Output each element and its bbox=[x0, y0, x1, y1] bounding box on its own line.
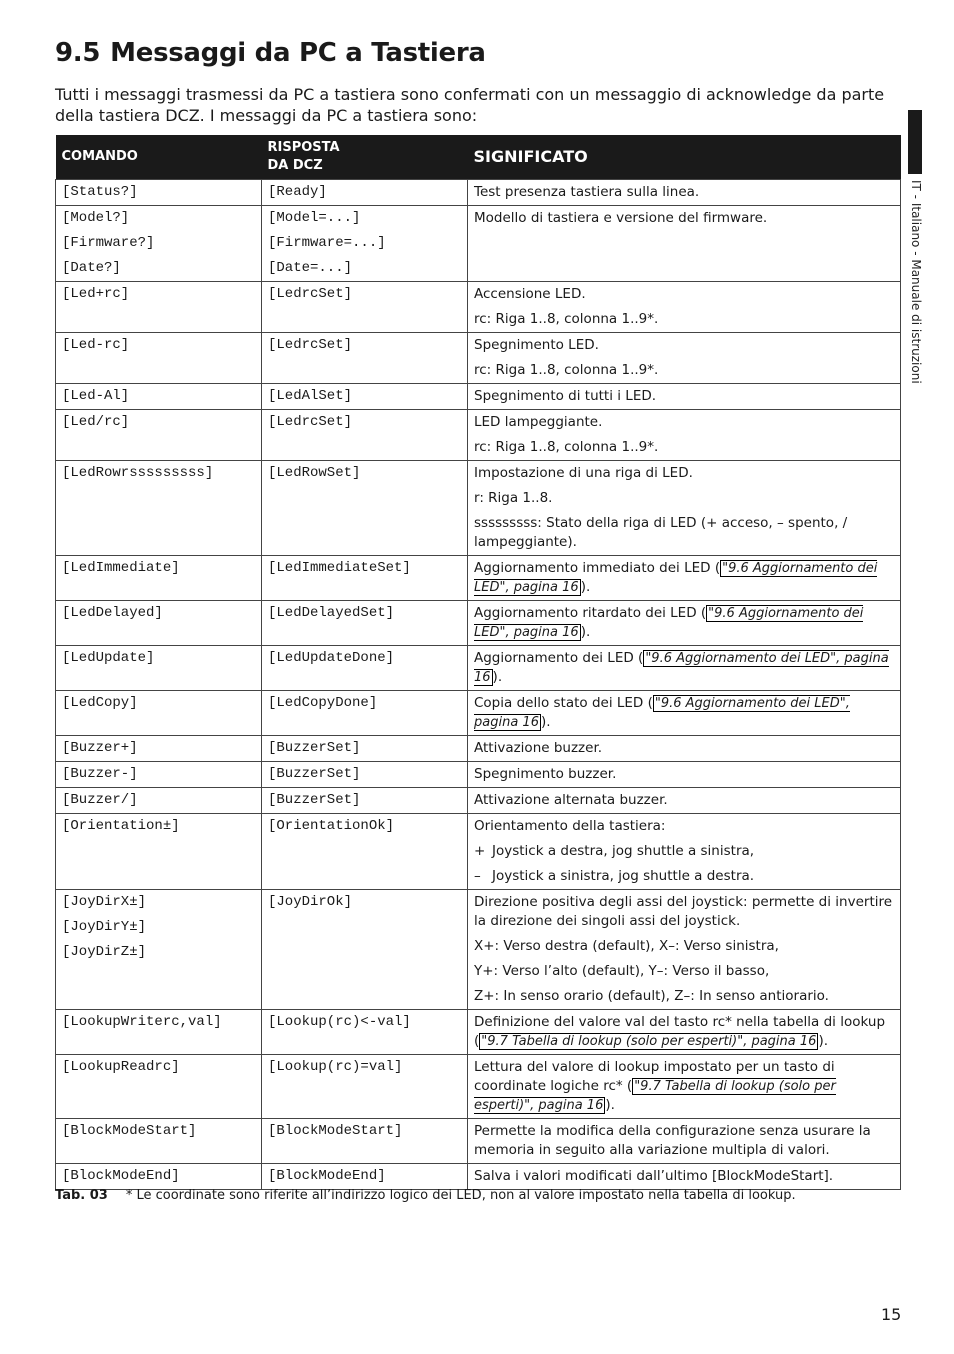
response-cell bbox=[262, 461, 468, 556]
command-cell bbox=[56, 788, 262, 814]
meaning-cell bbox=[468, 646, 901, 691]
command-text: [LedImmediate] bbox=[62, 560, 180, 576]
command-text: [Led-rc] bbox=[62, 337, 130, 353]
meaning-text: Aggiornamento dei LED ( "9.6 Aggiornamento dei LED", pagina 16 ). bbox=[474, 650, 889, 685]
caption-label: Tab. 03 bbox=[55, 1188, 108, 1203]
response-text: [LedRowSet] bbox=[268, 465, 361, 481]
cross-reference-link[interactable]: "9.6 Aggiornamento dei LED", pagina 16 bbox=[474, 561, 878, 595]
meaning-cell bbox=[468, 788, 901, 814]
command-cell bbox=[56, 1010, 262, 1055]
caption-text: * Le coordinate sono riferite all’indirizzo logico dei LED, non al valore impostato nella tabella di lookup. bbox=[125, 1188, 796, 1203]
command-text: [JoyDirZ±] bbox=[62, 944, 147, 960]
response-cell bbox=[262, 691, 468, 736]
command-cell bbox=[56, 461, 262, 556]
meaning-text: rc: Riga 1..8, colonna 1..9*. bbox=[474, 311, 659, 327]
command-text: [Led-Al] bbox=[62, 388, 130, 404]
response-cell bbox=[262, 1010, 468, 1055]
table-caption bbox=[55, 1188, 796, 1203]
command-cell bbox=[56, 282, 262, 333]
meaning-text: sssssssss: Stato della riga di LED (+ acceso, – spento, / lampeggiante). bbox=[474, 515, 848, 550]
meaning-cell bbox=[468, 814, 901, 890]
response-text: [LedDelayedSet] bbox=[268, 605, 395, 621]
command-cell bbox=[56, 556, 262, 601]
table-row bbox=[56, 646, 901, 691]
meaning-cell bbox=[468, 461, 901, 556]
table-row bbox=[56, 282, 901, 333]
response-text: [Date=...] bbox=[268, 260, 353, 276]
command-cell bbox=[56, 180, 262, 206]
response-cell bbox=[262, 646, 468, 691]
meaning-cell bbox=[468, 180, 901, 206]
meaning-text: Spegnimento di tutti i LED. bbox=[474, 388, 657, 404]
response-cell bbox=[262, 282, 468, 333]
messages-table bbox=[55, 135, 901, 1190]
command-text: [JoyDirY±] bbox=[62, 919, 147, 935]
meaning-text: LED lampeggiante. bbox=[474, 414, 603, 430]
command-cell bbox=[56, 762, 262, 788]
table-row bbox=[56, 736, 901, 762]
meaning-text: rc: Riga 1..8, colonna 1..9*. bbox=[474, 439, 659, 455]
command-cell bbox=[56, 890, 262, 1010]
meaning-text: Copia dello stato dei LED ( "9.6 Aggiornamento dei LED", pagina 16 ). bbox=[474, 695, 850, 730]
command-text: [JoyDirX±] bbox=[62, 894, 147, 910]
bullet-item: – Joystick a sinistra, jog shuttle a destra. bbox=[474, 868, 755, 884]
response-cell bbox=[262, 762, 468, 788]
command-text: [BlockModeStart] bbox=[62, 1123, 197, 1139]
meaning-cell bbox=[468, 1119, 901, 1164]
response-text: [LedrcSet] bbox=[268, 414, 353, 430]
section-number: 9.5 bbox=[55, 38, 101, 68]
response-text: [LedCopyDone] bbox=[268, 695, 378, 711]
response-cell bbox=[262, 180, 468, 206]
command-text: [Buzzer/] bbox=[62, 792, 138, 808]
command-text: [LedRowrsssssssss] bbox=[62, 465, 214, 481]
meaning-text: Salva i valori modificati dall’ultimo [BlockModeStart]. bbox=[474, 1168, 834, 1184]
response-text: [Lookup(rc)=val] bbox=[268, 1059, 403, 1075]
command-cell bbox=[56, 691, 262, 736]
meaning-text: Spegnimento buzzer. bbox=[474, 766, 617, 782]
intro-paragraph: Tutti i messaggi trasmessi da PC a tastiera sono confermati con un messaggio di acknowledge da parte della tastiera DCZ. I messaggi da PC a tastiera sono: bbox=[55, 85, 885, 125]
command-text: [LedDelayed] bbox=[62, 605, 163, 621]
command-text: [LedCopy] bbox=[62, 695, 138, 711]
command-cell bbox=[56, 601, 262, 646]
header-significato: SIGNIFICATO bbox=[468, 135, 901, 180]
response-cell bbox=[262, 814, 468, 890]
meaning-cell bbox=[468, 1055, 901, 1119]
command-cell bbox=[56, 1119, 262, 1164]
section-title-text: Messaggi da PC a Tastiera bbox=[110, 38, 486, 68]
response-text: [Firmware=...] bbox=[268, 235, 386, 251]
bullet-item: + Joystick a destra, jog shuttle a sinistra, bbox=[474, 843, 755, 859]
table-row bbox=[56, 788, 901, 814]
cross-reference-link[interactable]: "9.6 Aggiornamento dei LED", pagina 16 bbox=[474, 606, 864, 640]
command-cell bbox=[56, 1055, 262, 1119]
command-cell bbox=[56, 1164, 262, 1190]
meaning-text: Spegnimento LED. bbox=[474, 337, 599, 353]
meaning-text: Accensione LED. bbox=[474, 286, 586, 302]
section-title bbox=[55, 38, 486, 68]
side-tab-marker bbox=[908, 110, 922, 174]
page-number: 15 bbox=[881, 1305, 902, 1324]
meaning-cell bbox=[468, 601, 901, 646]
cross-reference-link[interactable]: "9.6 Aggiornamento dei LED", pagina 16 bbox=[474, 696, 850, 730]
response-text: [BlockModeEnd] bbox=[268, 1168, 386, 1184]
meaning-text: X+: Verso destra (default), X–: Verso sinistra, bbox=[474, 938, 779, 954]
table-row bbox=[56, 890, 901, 1010]
header-comando: COMANDO bbox=[56, 135, 262, 180]
command-text: [LookupWriterc,val] bbox=[62, 1014, 222, 1030]
command-cell bbox=[56, 736, 262, 762]
table-row bbox=[56, 556, 901, 601]
cross-reference-link[interactable]: "9.7 Tabella di lookup (solo per esperti)", pagina 16 bbox=[481, 1034, 817, 1049]
response-text: [LedImmediateSet] bbox=[268, 560, 411, 576]
response-cell bbox=[262, 601, 468, 646]
response-cell bbox=[262, 736, 468, 762]
response-cell bbox=[262, 890, 468, 1010]
response-cell bbox=[262, 1119, 468, 1164]
meaning-text: Lettura del valore di lookup impostato per un tasto di coordinate logiche rc* ( "9.7 Tabella di lookup (solo per esperti)", pagina 16 ). bbox=[474, 1059, 836, 1113]
response-cell bbox=[262, 384, 468, 410]
table-row bbox=[56, 206, 901, 282]
response-text: [Model=...] bbox=[268, 210, 361, 226]
response-cell bbox=[262, 1055, 468, 1119]
meaning-text: Y+: Verso l’alto (default), Y–: Verso il basso, bbox=[474, 963, 770, 979]
response-text: [BuzzerSet] bbox=[268, 792, 361, 808]
header-risposta: RISPOSTA DA DCZ bbox=[262, 135, 468, 180]
command-text: [Firmware?] bbox=[62, 235, 155, 251]
command-cell bbox=[56, 814, 262, 890]
table-row bbox=[56, 1055, 901, 1119]
response-cell bbox=[262, 333, 468, 384]
response-text: [LedUpdateDone] bbox=[268, 650, 395, 666]
response-text: [LedrcSet] bbox=[268, 286, 353, 302]
command-cell bbox=[56, 206, 262, 282]
command-text: [BlockModeEnd] bbox=[62, 1168, 180, 1184]
response-text: [BlockModeStart] bbox=[268, 1123, 403, 1139]
meaning-text: rc: Riga 1..8, colonna 1..9*. bbox=[474, 362, 659, 378]
table-row bbox=[56, 1119, 901, 1164]
meaning-text: Aggiornamento ritardato dei LED ( "9.6 Aggiornamento dei LED", pagina 16 ). bbox=[474, 605, 864, 640]
response-text: [OrientationOk] bbox=[268, 818, 395, 834]
meaning-cell bbox=[468, 890, 901, 1010]
meaning-cell bbox=[468, 1010, 901, 1055]
meaning-cell bbox=[468, 282, 901, 333]
table-header-row bbox=[56, 135, 901, 180]
cross-reference-link[interactable]: "9.7 Tabella di lookup (solo per esperti)", pagina 16 bbox=[474, 1079, 836, 1113]
command-text: [Buzzer-] bbox=[62, 766, 138, 782]
table-row bbox=[56, 333, 901, 384]
command-cell bbox=[56, 410, 262, 461]
response-text: [JoyDirOk] bbox=[268, 894, 353, 910]
command-text: [Buzzer+] bbox=[62, 740, 138, 756]
meaning-cell bbox=[468, 206, 901, 282]
table-row bbox=[56, 410, 901, 461]
meaning-text: Aggiornamento immediato dei LED ( "9.6 Aggiornamento dei LED", pagina 16 ). bbox=[474, 560, 878, 595]
meaning-text: Permette la modifica della configurazione senza usurare la memoria in seguito alla variazione multipla di valori. bbox=[474, 1123, 871, 1158]
meaning-text: Modello di tastiera e versione del firmware. bbox=[474, 210, 768, 226]
table-row bbox=[56, 691, 901, 736]
meaning-text: Orientamento della tastiera: bbox=[474, 818, 666, 834]
command-text: [Led/rc] bbox=[62, 414, 130, 430]
meaning-text: Test presenza tastiera sulla linea. bbox=[474, 184, 700, 200]
command-text: [LedUpdate] bbox=[62, 650, 155, 666]
command-cell bbox=[56, 384, 262, 410]
response-text: [Ready] bbox=[268, 184, 327, 200]
meaning-text: Impostazione di una riga di LED. bbox=[474, 465, 693, 481]
response-cell bbox=[262, 788, 468, 814]
command-text: [Orientation±] bbox=[62, 818, 180, 834]
table-row bbox=[56, 762, 901, 788]
meaning-cell bbox=[468, 333, 901, 384]
response-cell bbox=[262, 410, 468, 461]
table-row bbox=[56, 601, 901, 646]
command-text: [Status?] bbox=[62, 184, 138, 200]
response-text: [Lookup(rc)<-val] bbox=[268, 1014, 411, 1030]
meaning-cell bbox=[468, 762, 901, 788]
cross-reference-link[interactable]: "9.6 Aggiornamento dei LED", pagina 16 bbox=[474, 651, 889, 685]
meaning-text: Definizione del valore val del tasto rc* nella tabella di lookup ( "9.7 Tabella di lookup (solo per esperti)", pagina 16 ). bbox=[474, 1014, 886, 1049]
command-text: [LookupReadrc] bbox=[62, 1059, 180, 1075]
response-cell bbox=[262, 556, 468, 601]
meaning-cell bbox=[468, 410, 901, 461]
response-cell bbox=[262, 206, 468, 282]
meaning-cell bbox=[468, 556, 901, 601]
command-cell bbox=[56, 333, 262, 384]
response-text: [BuzzerSet] bbox=[268, 766, 361, 782]
command-cell bbox=[56, 646, 262, 691]
meaning-text: r: Riga 1..8. bbox=[474, 490, 553, 506]
meaning-cell bbox=[468, 1164, 901, 1190]
command-text: [Led+rc] bbox=[62, 286, 130, 302]
table-row bbox=[56, 1164, 901, 1190]
table-row bbox=[56, 1010, 901, 1055]
table-row bbox=[56, 814, 901, 890]
meaning-cell bbox=[468, 691, 901, 736]
meaning-text: Attivazione buzzer. bbox=[474, 740, 603, 756]
meaning-text: Attivazione alternata buzzer. bbox=[474, 792, 668, 808]
table-row bbox=[56, 180, 901, 206]
table-row bbox=[56, 461, 901, 556]
meaning-cell bbox=[468, 384, 901, 410]
meaning-text: Z+: In senso orario (default), Z–: In senso antiorario. bbox=[474, 988, 829, 1004]
command-text: [Model?] bbox=[62, 210, 130, 226]
side-label: IT - Italiano - Manuale di istruzioni bbox=[909, 180, 923, 384]
table-row bbox=[56, 384, 901, 410]
response-text: [LedrcSet] bbox=[268, 337, 353, 353]
meaning-text: Direzione positiva degli assi del joystick: permette di invertire la direzione dei singoli assi del joystick. bbox=[474, 894, 893, 929]
response-text: [LedAlSet] bbox=[268, 388, 353, 404]
command-text: [Date?] bbox=[62, 260, 121, 276]
response-cell bbox=[262, 1164, 468, 1190]
response-text: [BuzzerSet] bbox=[268, 740, 361, 756]
meaning-cell bbox=[468, 736, 901, 762]
